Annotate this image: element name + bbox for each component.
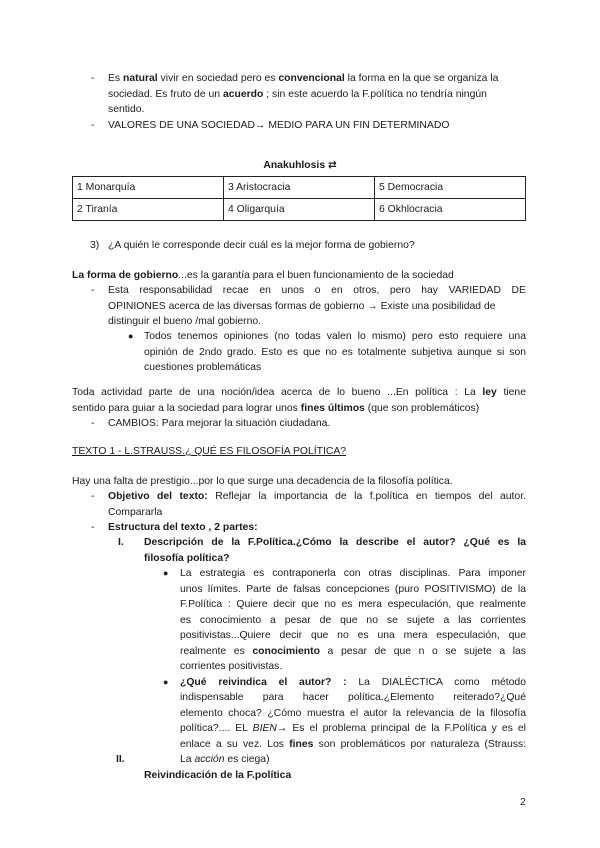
text: política?.... EL xyxy=(180,723,253,734)
table-cell: 3 Aristocracia xyxy=(224,177,375,199)
text: enlace a su vez. Los xyxy=(180,738,290,750)
text: realmente es xyxy=(180,645,253,657)
s2-line-5 xyxy=(180,737,526,753)
text: la forma en la que se organiza la xyxy=(344,73,499,84)
emphasis-natural: natural xyxy=(123,73,158,84)
table-cell: 2 Tiranía xyxy=(73,199,224,221)
dash-marker: - xyxy=(91,418,95,429)
bullet-dot-icon: ● xyxy=(163,676,169,687)
emphasis-reivindica: ¿Qué reivindica el autor? : xyxy=(180,676,347,688)
text: son problemáticos por naturaleza (Strauss: xyxy=(313,738,526,750)
forma-paragraph xyxy=(72,268,454,284)
roman-numeral-ii: II. xyxy=(116,754,125,765)
forma-bullet-line-2: OPINIONES acerca de las diversas formas de gobierno → Existe una posibilidad de xyxy=(108,300,496,312)
emphasis-convencional: convencional xyxy=(278,73,345,84)
bullet-natural-convencional xyxy=(108,71,526,87)
s2-line-4 xyxy=(180,721,526,737)
dash-marker: - xyxy=(91,491,95,502)
table-title-text: Anakuhlosis ⇄ xyxy=(263,160,337,171)
s1-line-7: corrientes positivistas. xyxy=(180,661,283,672)
text: a pesar de que n o se sujete a las xyxy=(319,645,527,657)
table-title xyxy=(0,158,600,174)
table-cell: 4 Oligarquía xyxy=(224,199,375,221)
text: Toda actividad parte de una noción/idea acerca de lo bueno ...En política : La xyxy=(72,387,483,398)
emphasis-bien: BIEN xyxy=(252,723,277,734)
text: (que son problemáticos) xyxy=(364,402,480,414)
objetivo-line-2: Compararla xyxy=(108,506,163,518)
page-number: 2 xyxy=(520,797,526,808)
table-row xyxy=(73,199,526,221)
sub-bullet-line-1: Todos tenemos opiniones (no todas valen lo mismo) pero esto requiere una xyxy=(144,331,526,342)
texto1-intro: Hay una falta de prestigio...por lo que surge una decadencia de la filosofía política. xyxy=(72,476,453,487)
table-cell: 6 Okhlocracia xyxy=(375,199,526,221)
emphasis-conocimiento: conocimiento xyxy=(252,645,320,657)
text: La xyxy=(180,754,195,765)
dash-marker: - xyxy=(91,120,95,131)
bullet-dot-icon: ● xyxy=(163,568,169,578)
text: vivir en sociedad pero es xyxy=(157,73,279,84)
table-cell: 1 Monarquía xyxy=(73,177,224,199)
s1-line-5: positivistas...Quiere decir que no es una mera especulación, que xyxy=(180,630,526,641)
bullet-dot-icon: ● xyxy=(128,331,134,341)
text: sociedad. Es fruto de un xyxy=(108,88,223,100)
bullet-line-3: sentido. xyxy=(108,104,145,115)
s2-line-2: indispensable para hacer política.¿Elemento reiterado?¿Qué xyxy=(180,692,526,703)
s1-line-6 xyxy=(180,644,526,660)
emphasis-accion: acción xyxy=(194,754,225,765)
estructura-heading: Estructura del texto , 2 partes: xyxy=(108,522,258,533)
s1-line-1: La estrategia es contraponerla con otras disciplinas. Para imponer xyxy=(180,568,526,579)
toda-line-1 xyxy=(72,385,526,401)
section-heading xyxy=(72,444,346,460)
bullet-line-2 xyxy=(108,87,526,103)
forma-bullet-line-3: distinguir el bueno /mal gobierno. xyxy=(108,316,262,327)
cambios-bullet: CAMBIOS: Para mejorar la situación ciudadana. xyxy=(108,418,331,429)
table-row xyxy=(73,177,526,199)
table-cell: 5 Democracia xyxy=(375,177,526,199)
dash-marker: - xyxy=(91,73,95,84)
part-ii-title: Reivindicación de la F.política xyxy=(144,769,292,781)
s1-line-4: es conocimiento a pesar de que no se sujete a las corrientes xyxy=(180,614,526,626)
objetivo-line-1 xyxy=(108,489,526,505)
part-i-title-line-1: Descripción de la F.Política.¿Cómo la describe el autor? ¿Qué es la xyxy=(144,537,526,548)
forms-of-government-table xyxy=(72,176,526,221)
heading-text: TEXTO 1 - L.STRAUSS.¿ QUÉ ES FILOSOFÍA POLÍTICA? xyxy=(72,446,347,457)
dash-marker: - xyxy=(91,285,95,296)
emphasis-forma: La forma de gobierno xyxy=(72,270,179,281)
text: sentido para guiar a la sociedad para lograr unos xyxy=(72,402,301,414)
text: ; sin este acuerdo la F.política no tendría ningún xyxy=(263,88,487,100)
question-text: ¿A quién le corresponde decir cuál es la mejor forma de gobierno? xyxy=(108,240,415,251)
sub-bullet-line-3: cuestiones problemáticas xyxy=(144,362,262,373)
toda-line-2 xyxy=(72,401,479,417)
text: La DIALÉCTICA como método xyxy=(346,676,526,688)
emphasis-fines: fines xyxy=(289,738,314,750)
text: ...es la garantía para el buen funcionamiento de la sociedad xyxy=(178,270,454,281)
s1-line-3: F.Política : Quiere decir que no es mera especulación, que realmente xyxy=(180,599,526,610)
emphasis-ley: ley xyxy=(482,387,497,398)
question-number: 3) xyxy=(90,240,100,251)
text: Es xyxy=(108,73,124,84)
sub-bullet-line-2: opinión de 2ndo grado. Esto es que no es totalmente subjetiva aunque si son xyxy=(144,346,526,358)
emphasis-fines: fines últimos xyxy=(300,402,365,414)
s2-line-3: elemento choca? ¿Cómo muestra el autor la relevancia de la filosofía xyxy=(180,707,526,719)
part-i-title-line-2: filosofía política? xyxy=(144,552,230,564)
text: es ciega) xyxy=(224,754,270,765)
emphasis-objetivo: Objetivo del texto: xyxy=(108,491,208,502)
s2-line-1 xyxy=(180,675,526,691)
s2-line-6 xyxy=(180,752,270,768)
forma-bullet-line-1: Esta responsabilidad recae en unos o en otros, pero hay VARIEDAD DE xyxy=(108,285,526,296)
text: tiene xyxy=(496,387,526,398)
bullet-valores: VALORES DE UNA SOCIEDAD→ MEDIO PARA UN FIN DETERMINADO xyxy=(108,120,450,131)
dash-marker: - xyxy=(91,522,95,533)
s1-line-2: unos límites. Parte de falsas concepciones (puro POSITIVISMO) de la xyxy=(180,583,526,595)
text: → Es el problema principal de la F.Política y es el xyxy=(276,723,526,734)
emphasis-acuerdo: acuerdo xyxy=(222,88,264,100)
text: Reflejar la importancia de la f.política en tiempos del autor. xyxy=(207,491,526,502)
roman-numeral-i: I. xyxy=(118,537,124,548)
